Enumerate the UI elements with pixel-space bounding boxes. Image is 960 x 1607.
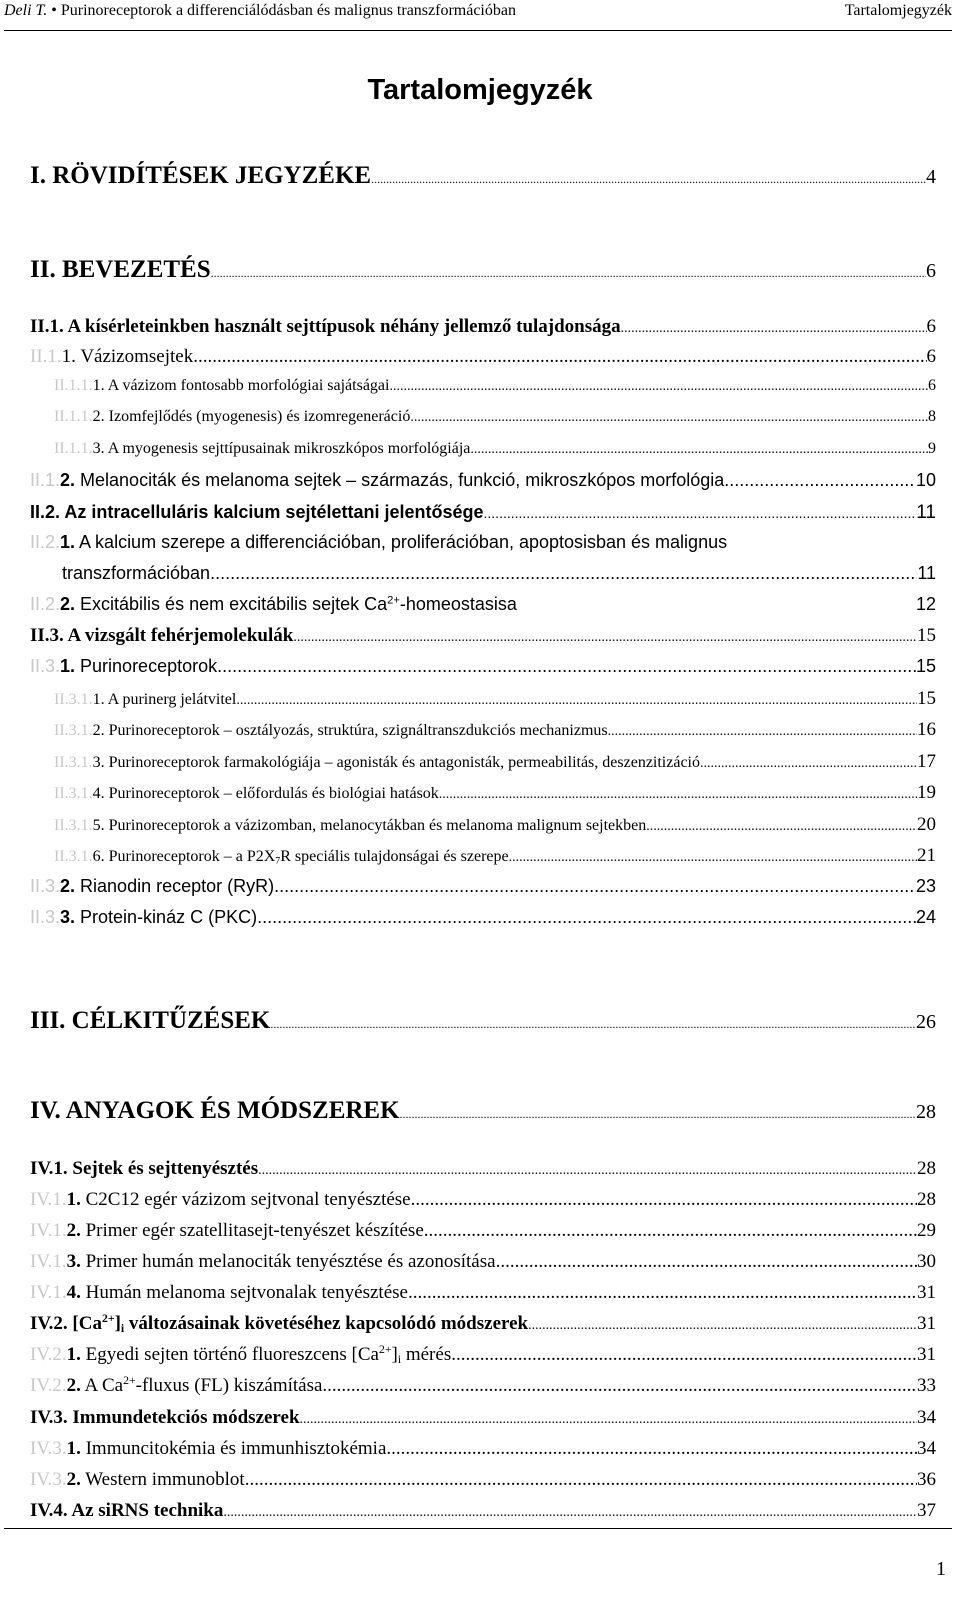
toc-label: Humán melanoma sejtvonalak tenyésztése [80,1282,408,1303]
toc-leader [270,1017,916,1032]
toc-label: Purinoreceptorok [75,656,218,676]
toc-label: mérés [401,1344,452,1365]
toc-leader [300,1412,917,1428]
toc-number: 2. [60,470,76,490]
toc-number-prefix: IV.1. [30,1282,67,1303]
superscript: 2+ [378,1342,392,1356]
toc-leader [470,442,928,458]
toc-label: II.3. A vizsgált fehérjemolekulák [30,625,294,646]
toc-number-prefix: II.3. [30,907,61,927]
toc-label: Western immunoblot [80,1469,245,1490]
toc-number-prefix: IV.3. [30,1438,67,1459]
toc-label: Protein-kináz C (PKC) [75,907,258,927]
toc-number: 2. [66,1220,81,1241]
toc-page: 28 [916,1101,936,1123]
toc-entry[interactable] [30,1375,936,1397]
toc-page: 31 [917,1344,936,1365]
toc-page: 12 [915,594,936,614]
toc-number: 3. [66,1251,81,1272]
toc-label: 6. Purinoreceptorok – a P2X [92,848,276,865]
toc-page: 36 [917,1469,936,1490]
toc-page: 23 [915,876,936,896]
toc-entry[interactable] [30,751,936,773]
toc-leader [257,907,916,928]
toc-label: változásainak követéséhez kapcsolódó módszerek [124,1313,529,1334]
toc-label: R speciális tulajdonságai és szerepe [280,848,509,865]
toc-entry[interactable] [30,845,936,867]
toc-number: 1. [66,1344,81,1365]
toc-number-prefix: II.3.1. [54,785,93,802]
toc-entry[interactable] [30,625,936,647]
toc-leader [408,1282,917,1304]
toc-number-prefix: IV.2. [30,1344,67,1365]
footer-divider [4,1528,952,1529]
toc-entry[interactable] [30,532,936,553]
toc-label: IV.3. Immundetekciós módszerek [30,1407,300,1428]
toc-page: 34 [917,1407,936,1428]
toc-leader [274,876,916,897]
toc-entry[interactable] [30,1220,936,1242]
toc-page: 30 [917,1251,936,1272]
toc-number-prefix: IV.3. [30,1469,67,1490]
toc-label: -fluxus (FL) kiszámítása [135,1375,323,1396]
toc-page: 37 [917,1500,936,1521]
toc-leader [528,1318,917,1334]
toc-label: Egyedi sejten történő fluoreszcens [Ca [80,1344,379,1365]
toc-number-prefix: II.1. [30,470,61,490]
toc-leader [322,1375,917,1397]
toc-number-prefix: II.3.1. [54,754,93,771]
toc-leader [724,470,916,491]
toc-entry[interactable] [30,876,936,897]
toc-page: 8 [928,408,936,425]
toc-label: II.2. Az intracelluláris kalcium sejtélettani jelentősége [30,502,484,522]
toc-entry[interactable] [30,162,936,190]
toc-label: Melanociták és melanoma sejtek – származás, funkció, mikroszkópos morfológia [75,470,725,490]
toc-leader [389,379,928,395]
toc-page: 11 [917,563,936,583]
toc-label: 5. Purinoreceptorok a vázizomban, melanocytákban és melanoma malignum sejtekben [92,817,647,834]
header-author: Deli T. [4,2,48,19]
toc-entry[interactable] [30,719,936,741]
toc-entry[interactable] [30,470,936,491]
toc-leader [484,505,917,521]
header-separator: • [51,2,57,19]
toc-number-prefix: IV.1. [30,1220,67,1241]
toc-leader [439,787,917,803]
toc-entry[interactable] [30,1438,936,1460]
toc-label: 1. Vázizomsejtek [61,346,194,367]
toc-number-prefix: II.1.1. [54,377,93,394]
toc-entry[interactable] [30,814,936,836]
toc-number-prefix: II.3.1. [54,848,93,865]
toc-label: 2. Izomfejlődés (myogenesis) és izomregeneráció [92,408,411,425]
toc-page: 28 [917,1158,936,1179]
toc-page: 33 [917,1375,936,1396]
toc-leader [400,1107,916,1122]
toc-label: IV.2. [Ca [30,1313,102,1334]
toc-number-prefix: II.1. [30,346,62,367]
subscript: i [397,1352,402,1366]
toc-number: 1. [60,656,76,676]
toc-label: A Ca [80,1375,124,1396]
toc-number-prefix: II.3. [30,876,61,896]
toc-number-prefix: II.3.1. [54,817,93,834]
toc-page: 15 [917,688,936,709]
toc-label: Immuncitokémia és immunhisztokémia [80,1438,387,1459]
toc-label: transzformációban [62,563,211,583]
toc-label: III. CÉLKITŰZÉSEK [30,1007,271,1034]
toc-label: -homeostasisa [399,594,517,614]
toc-number-prefix: IV.2. [30,1375,67,1396]
toc-entry[interactable] [30,1500,936,1522]
toc-entry[interactable] [30,377,936,395]
toc-leader [245,1469,917,1491]
toc-entry[interactable] [30,1407,936,1429]
toc-label: 1. A vázizom fontosabb morfológiai sajátságai [92,377,390,394]
toc-page: 6 [926,346,936,367]
toc-entry[interactable] [30,1282,936,1304]
superscript: 2+ [101,1311,115,1325]
toc-label: A kalcium szerepe a differenciációban, proliferációban, apoptosisban és malignus [75,532,728,552]
toc-entry[interactable] [30,1251,936,1273]
toc-leader [371,172,926,187]
superscript: 2+ [387,594,400,607]
toc-label: Primer egér szatellitasejt-tenyészet készítése [80,1220,424,1241]
header-section: Tartalomjegyzék [844,2,952,19]
toc-number-prefix: IV.1. [30,1189,67,1210]
toc-label: 3. Purinoreceptorok farmakológiája – agonisták és antagonisták, permeabilitás, deszenzitizáció [92,754,700,771]
toc-label: 1. A purinerg jelátvitel [92,691,237,708]
toc-leader [217,656,916,677]
toc-label: IV. ANYAGOK ÉS MÓDSZEREK [30,1097,400,1124]
toc-page: 28 [917,1189,936,1210]
header-left [4,0,516,22]
toc-entry[interactable] [30,408,936,426]
toc-leader [424,1220,917,1242]
subscript: i [120,1321,125,1335]
toc-label: I. RÖVIDÍTÉSEK JEGYZÉKE [30,162,372,189]
toc-entry[interactable] [30,1158,936,1180]
toc-leader [509,850,917,866]
toc-leader [410,410,928,426]
header-running-title: Purinoreceptorok a differenciálódásban és malignus transzformációban [60,2,516,19]
toc-number-prefix: II.1.1. [54,440,93,457]
toc-leader [293,630,917,646]
toc-number: 2. [66,1469,81,1490]
toc-page: 31 [917,1313,936,1334]
toc-page: 9 [928,440,936,457]
toc-number-prefix: II.3. [30,656,61,676]
toc-entry[interactable] [30,782,936,804]
toc-entry[interactable] [30,316,936,338]
toc-number-prefix: II.3.1. [54,691,93,708]
toc-entry[interactable] [30,440,936,458]
toc-leader [258,1163,917,1179]
toc-leader [210,563,917,584]
toc-label: 3. A myogenesis sejttípusainak mikroszkópos morfológiája [92,440,471,457]
page-title: Tartalomjegyzék [367,74,593,106]
toc-label: ] [114,1313,121,1334]
toc-page: 6 [928,377,936,394]
toc-page: 15 [915,656,936,676]
toc-number-prefix: II.2. [30,594,61,614]
toc-entry[interactable] [30,594,936,615]
toc-entry[interactable] [30,1344,936,1366]
toc-entry-continuation[interactable] [62,563,936,584]
toc-entry[interactable] [30,907,936,928]
toc-label: Rianodin receptor (RyR) [75,876,275,896]
toc-entry[interactable] [30,688,936,710]
toc-number: 2. [60,594,76,614]
toc-label: 4. Purinoreceptorok – előfordulás és biológiai hatások [92,785,439,802]
toc-page: 6 [926,316,936,337]
toc-label: C2C12 egér vázizom sejtvonal tenyésztése [80,1189,411,1210]
toc-page: 19 [917,782,936,803]
toc-leader [236,693,917,709]
toc-leader [700,756,917,772]
toc-label: Primer humán melanociták tenyésztése és azonosítása [80,1251,496,1272]
toc-leader [608,724,917,740]
toc-label: II.1. A kísérleteinkben használt sejttípusok néhány jellemző tulajdonsága [30,316,621,337]
toc-number: 3. [60,907,76,927]
toc-page: 26 [916,1011,936,1033]
toc-leader [193,346,926,368]
toc-leader [451,1344,917,1366]
toc-page: 34 [917,1438,936,1459]
toc-number: 1. [60,532,76,552]
toc-number-prefix: II.2. [30,532,61,552]
toc-page: 17 [917,751,936,772]
toc-page: 15 [917,625,936,646]
toc-page: 6 [926,260,936,282]
superscript: 2+ [123,1373,136,1387]
toc-page: 10 [915,470,936,490]
toc-label: IV.1. Sejtek és sejttenyésztés [30,1158,259,1179]
toc-label: ] [391,1344,398,1365]
toc-number: 1. [66,1438,81,1459]
toc-entry[interactable] [30,1469,936,1491]
toc-leader [223,1505,917,1521]
toc-number-prefix: II.1.1. [54,408,93,425]
toc-label: II. BEVEZETÉS [30,256,211,283]
toc-page: 11 [916,502,936,523]
toc-entry[interactable] [30,1189,936,1211]
toc-leader [496,1251,917,1273]
toc-number: 2. [60,876,76,896]
toc-page: 16 [917,719,936,740]
toc-entry[interactable] [30,256,936,284]
toc-number-prefix: IV.1. [30,1251,67,1272]
toc-number-prefix: II.3.1. [54,722,93,739]
toc-label: Excitábilis és nem excitábilis sejtek Ca [75,594,388,614]
toc-entry[interactable] [30,1007,936,1035]
toc-leader [386,1438,917,1460]
toc-leader [211,266,926,281]
toc-entry[interactable] [30,1313,936,1335]
page-number: 1 [936,1558,946,1580]
toc-number: 1. [66,1189,81,1210]
toc-page: 24 [915,907,936,927]
toc-leader [411,1189,917,1211]
toc-page: 21 [917,845,936,866]
toc-entry[interactable] [30,656,936,677]
toc-number: 2. [66,1375,81,1396]
toc-label: 2. Purinoreceptorok – osztályozás, struktúra, szignáltranszdukciós mechanizmus [92,722,608,739]
toc-number: 4. [66,1282,81,1303]
toc-page: 20 [917,814,936,835]
toc-entry[interactable] [30,346,936,368]
toc-entry[interactable] [30,1097,936,1125]
toc-entry[interactable] [30,502,936,524]
toc-page: 4 [926,166,936,188]
running-header [4,0,952,31]
toc-leader [646,819,917,835]
subscript: 7 [275,855,281,867]
toc-label: IV.4. Az siRNS technika [30,1500,224,1521]
toc-leader [621,321,927,337]
toc-page: 29 [917,1220,936,1241]
toc-page: 31 [917,1282,936,1303]
